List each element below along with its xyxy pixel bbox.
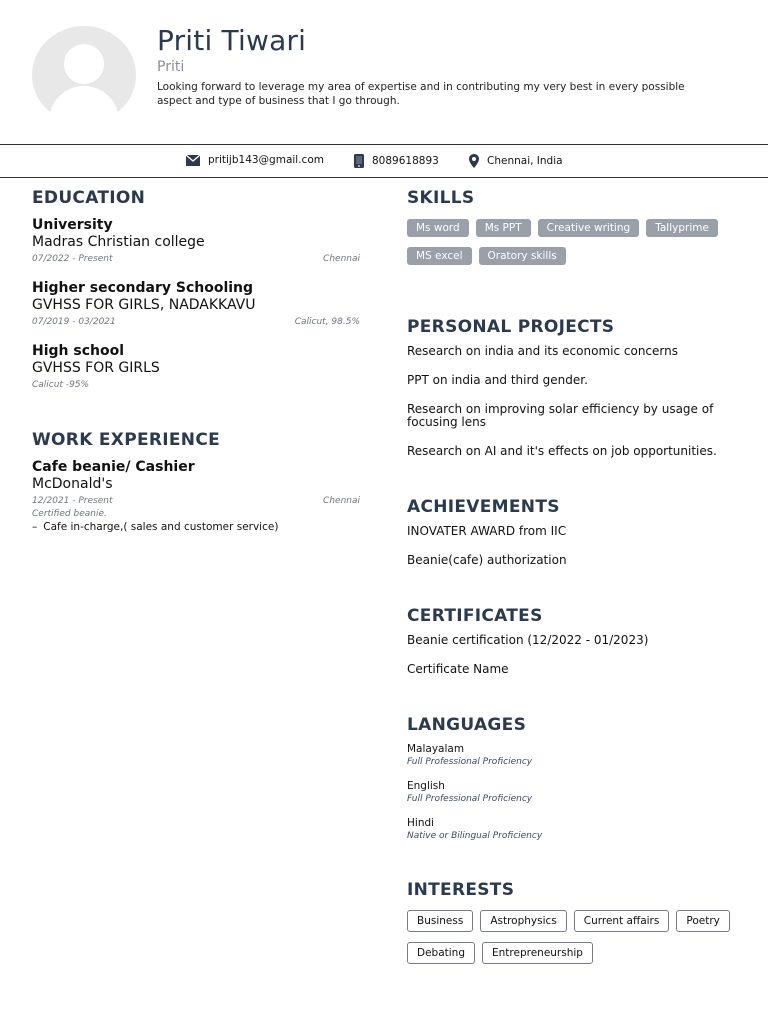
language-level: Native or Bilingual Proficiency (407, 831, 543, 841)
interest-tag: Business (407, 910, 473, 932)
entry-meta (32, 254, 360, 264)
interest-tag: Entrepreneurship (482, 942, 593, 964)
interest-tag: Poetry (676, 910, 730, 932)
contact-bar (0, 144, 768, 178)
bullet-text: Cafe in-charge,( sales and customer service) (43, 521, 279, 533)
achievements-title: ACHIEVEMENTS (407, 497, 560, 517)
entry-title: High school (32, 343, 125, 359)
entry-place: Chennai (323, 496, 360, 506)
interest-tag: Astrophysics (480, 910, 566, 932)
achievement-item: INOVATER AWARD from IIC (407, 524, 567, 538)
skill-tag: Ms PPT (476, 219, 531, 237)
map-pin-icon (469, 154, 479, 168)
projects-list (407, 345, 737, 458)
entry-bullet (32, 521, 360, 533)
phone-text: 8089618893 (372, 155, 439, 167)
certificate-item: Beanie certification (12/2022 - 01/2023) (407, 633, 649, 647)
language-level: Full Professional Proficiency (407, 794, 533, 804)
summary-text: Looking forward to leverage my area of expertise and in contributing my very best in every possible aspect and type of business that I go through. (157, 81, 685, 107)
language-name: English (407, 780, 445, 792)
resume-header (0, 0, 768, 144)
avatar (32, 26, 136, 124)
interest-tag: Debating (407, 942, 475, 964)
contact-phone[interactable] (354, 154, 439, 168)
skill-tag: MS excel (407, 247, 472, 265)
education-entry (32, 217, 360, 264)
project-item: Research on improving solar efficiency by usage of focusing lens (407, 402, 714, 429)
entry-dates: 07/2022 - Present (32, 254, 113, 264)
entry-dates: 07/2019 - 03/2021 (32, 317, 116, 327)
skill-tag: Creative writing (538, 219, 640, 237)
skills-title: SKILLS (407, 188, 475, 208)
entry-org: GVHSS FOR GIRLS (32, 360, 160, 376)
envelope-icon (186, 155, 200, 166)
interests-tags (407, 910, 737, 974)
language-item (407, 743, 583, 767)
project-item: Research on AI and it's effects on job opportunities. (407, 444, 717, 458)
languages-section (407, 715, 737, 854)
entry-title: Cafe beanie/ Cashier (32, 459, 195, 475)
contact-email[interactable] (186, 154, 324, 166)
language-name: Malayalam (407, 743, 465, 755)
candidate-nickname: Priti (157, 59, 185, 75)
language-item (407, 817, 583, 841)
work-section (32, 430, 360, 533)
interests-title: INTERESTS (407, 880, 515, 900)
certificate-item: Certificate Name (407, 662, 509, 676)
work-entry (32, 459, 360, 533)
entry-dates: 12/2021 - Present (32, 496, 113, 506)
education-title: EDUCATION (32, 188, 146, 208)
projects-section (407, 317, 737, 458)
entry-place: Calicut, 98.5% (294, 317, 360, 327)
email-text: pritijb143@gmail.com (208, 154, 324, 166)
certificates-section (407, 606, 737, 676)
certificates-list (407, 634, 737, 676)
achievement-item: Beanie(cafe) authorization (407, 553, 567, 567)
skill-tag: Tallyprime (646, 219, 718, 237)
entry-org: GVHSS FOR GIRLS, NADAKKAVU (32, 297, 256, 313)
achievements-section (407, 497, 737, 567)
project-item: Research on india and its economic concerns (407, 344, 678, 358)
entry-org: Madras Christian college (32, 234, 205, 250)
language-item (407, 780, 583, 804)
achievements-list (407, 525, 737, 567)
language-name: Hindi (407, 817, 435, 829)
bullet-dash: – (32, 521, 38, 533)
education-section (32, 188, 360, 390)
languages-grid (407, 743, 737, 854)
education-entry (32, 280, 360, 327)
certificates-title: CERTIFICATES (407, 606, 543, 626)
entry-meta (32, 496, 360, 506)
skills-section (407, 188, 737, 275)
skill-tag: Ms word (407, 219, 469, 237)
entry-note: Certified beanie. (32, 509, 107, 519)
work-title: WORK EXPERIENCE (32, 430, 221, 450)
candidate-name: Priti Tiwari (157, 24, 307, 57)
education-entry (32, 343, 360, 390)
interest-tag: Current affairs (574, 910, 670, 932)
left-column (32, 188, 360, 533)
entry-org: McDonald's (32, 476, 113, 492)
language-level: Full Professional Proficiency (407, 757, 533, 767)
phone-icon (354, 154, 364, 168)
skill-tag: Oratory skills (479, 247, 566, 265)
skills-tags (407, 219, 737, 275)
entry-dates: Calicut -95% (32, 380, 90, 390)
interests-section (407, 880, 737, 974)
location-text: Chennai, India (487, 155, 563, 167)
entry-meta (32, 380, 360, 390)
languages-title: LANGUAGES (407, 715, 527, 735)
entry-meta (32, 317, 360, 327)
entry-title: University (32, 217, 113, 233)
entry-title: Higher secondary Schooling (32, 280, 254, 296)
contact-location (469, 154, 563, 168)
avatar-body (49, 86, 119, 124)
right-column (407, 188, 737, 974)
projects-title: PERSONAL PROJECTS (407, 317, 615, 337)
project-item: PPT on india and third gender. (407, 373, 588, 387)
entry-place: Chennai (323, 254, 360, 264)
avatar-head (64, 44, 104, 84)
